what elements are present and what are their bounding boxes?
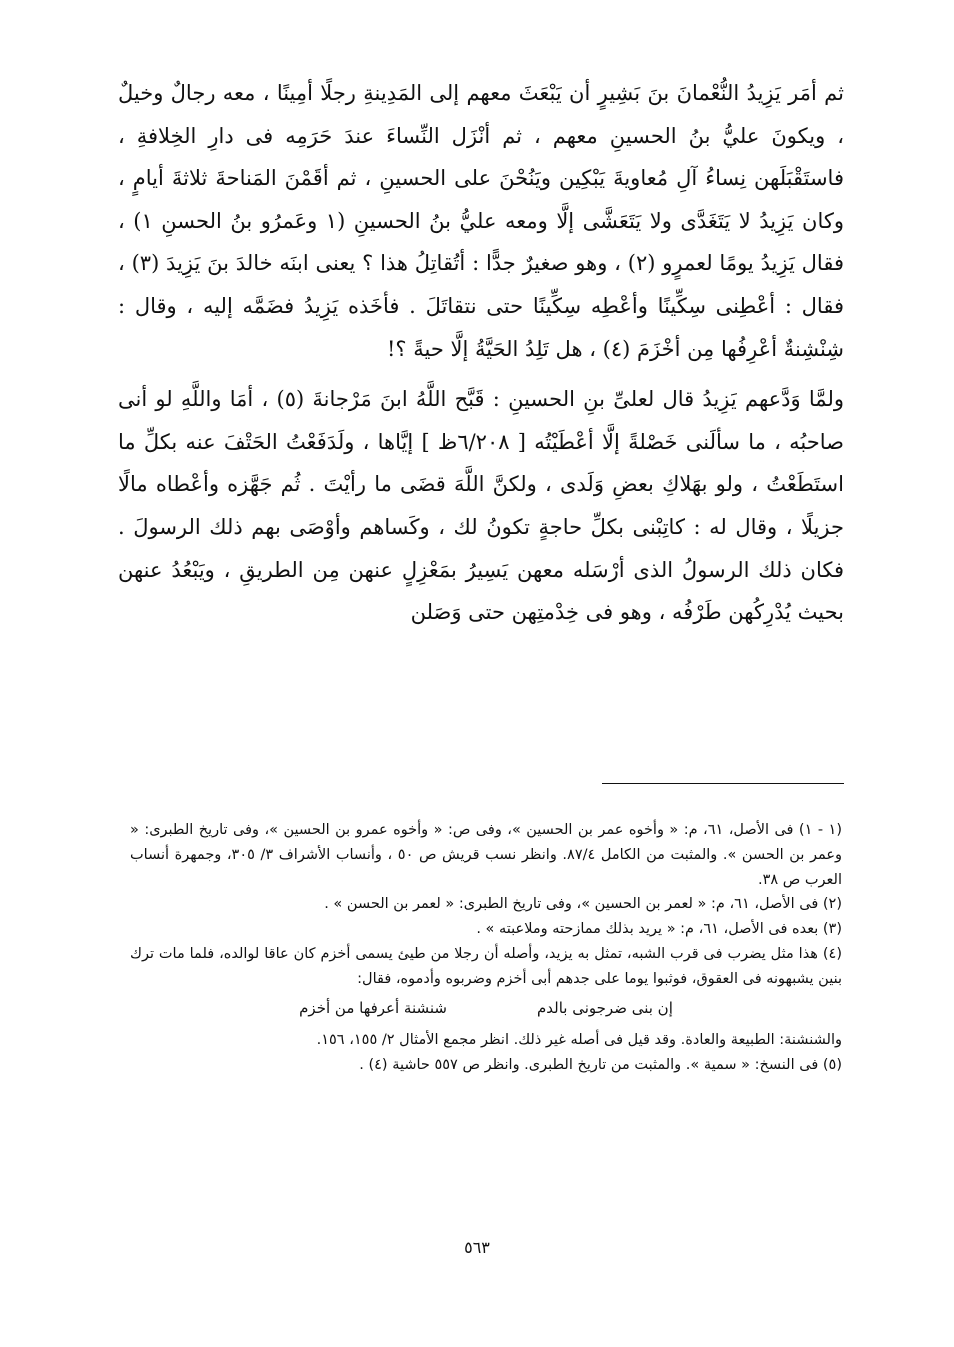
footnote: (٤) هذا مثل يضرب فى قرب الشبه، تمثل به يزيد، وأصله أن رجلا من طيئ يسمى أخزم كان عاقا لوالده، فلما مات ترك بنين يشبهونه فى العقوق، فوثبوا يوما على جدهم أبى أخزم وضربوه وأدموه، فقال: xyxy=(130,945,842,987)
footnote: (٣) بعده فى الأصل، ٦١، م: « يريد بذلك ممازحته وملاعبته » . xyxy=(476,921,842,938)
page-number: ٥٦٣ xyxy=(464,1238,490,1257)
main-text xyxy=(118,72,844,634)
verse-first-hemistich: إن بنى ضرجونى بالدم xyxy=(536,998,673,1017)
footnote: والشنشنة: الطبيعة والعادة. وقد قيل فى أصله غير ذلك. انظر مجمع الأمثال ٢/ ١٥٥، ١٥٦. xyxy=(316,1032,842,1049)
footnote: (٢) فى الأصل، ٦١، م: « لعمر بن الحسين »، وفى تاريخ الطبرى: « لعمر بن الحسن » . xyxy=(324,896,842,913)
verse-line xyxy=(130,996,842,1021)
paragraph: ولمَّا وَدَّعهم يَزِيدُ قال لعلىِّ بنِ الحسينِ : قَبَّح اللَّهُ ابنَ مَرْجانةَ (٥) ، أمَا واللَّهِ لو أنى صاحبُه ، ما سألَنى خَصْلةً إلَّا أعْطَيْتُه [ ٦/٢٠٨ظ ] إيَّاها ، ولَدَفَعْتُ الحَتْفَ عنه بكلِّ ما استَطَعْتُ ، ولو بهَلاكِ بعضِ وَلَدى ، ولكنَّ اللَّهَ قضَى ما رأيْتَ . ثُم جَهَّزه وأعْطاه مالًا جزيلًا ، وقال له : كاتِبْنى بكلِّ حاجةٍ تكونُ لك ، وكَساهم وأوْصَى بهم ذلك الرسولَ . فكان ذلك الرسولُ الذى أرْسَله معهن يَسِيرُ بمَعْزِلٍ عنهن مِن الطريقِ ، ويَبْعُدُ عنهن بحيث يُدْرِكُهن طَرْفُه ، وهو فى خِدْمتِهن حتى وَصَلن xyxy=(118,387,844,625)
verse-second-hemistich: شنشنة أعرفها من أخزم xyxy=(299,998,447,1017)
footnote: (٥) فى النسخ: « سمية ». والمثبت من تاريخ الطبرى. وانظر ص ٥٥٧ حاشية (٤) . xyxy=(359,1057,842,1074)
footnote: (١ - ١) فى الأصل، ٦١، م: « وأخوه عمر بن الحسين »، وفى ص: « وأخوه عمرو بن الحسين »، وفى تاريخ الطبرى: « وعمر بن الحسن ». والمثبت من الكامل ٨٧/٤. وانظر نسب قريش ص ٥٠ ، وأنساب الأشراف ٣/ ٣٠٥، وجمهرة أنساب العرب ص ٣٨. xyxy=(130,822,842,888)
footnote-separator xyxy=(602,783,844,784)
paragraph: ثم أمَر يَزِيدُ النُّعْمانَ بنَ بَشِيرٍ أن يَبْعَثَ معهم إلى المَدِينةِ رجلًا أمِينًا ، معه رجالٌ وخيلٌ ، ويكونَ عليُّ بنُ الحسينِ معهم ، ثم أنْزَل النِّساءَ عندَ حَرَمِه فى دارِ الخِلافةِ ، فاستَقْبَلَهن نِساءُ آلِ مُعاويةَ يَبْكِين ويَنُحْنَ على الحسينِ ، ثم أقَمْنَ المَناحةَ ثلاثةَ أيامٍ ، وكان يَزِيدُ لا يَتَغَدَّى ولا يَتَعَشَّى إلَّا ومعه عليُّ بنُ الحسينِ (١ وعَمرُو بنُ الحسنِ ١) ، فقال يَزِيدُ يومًا لعمرٍو (٢) ، وهو صغيرٌ جدًّا : أتُقاتِلُ هذا ؟ يعنى ابنَه خالدَ بنَ يَزِيدَ (٣) ، فقال : أعْطِنى سِكِّينًا وأعْطِه سِكِّينًا حتى نتقاتَلَ . فأخَذه يَزِيدُ فضَمَّه إليه ، وقال : شِنْشِنةٌ أعْرِفُها مِن أخْزَمَ (٤) ، هل تَلِدُ الحَيَّةُ إلَّا حيةً ؟! xyxy=(118,81,844,361)
footnotes xyxy=(130,818,842,1078)
